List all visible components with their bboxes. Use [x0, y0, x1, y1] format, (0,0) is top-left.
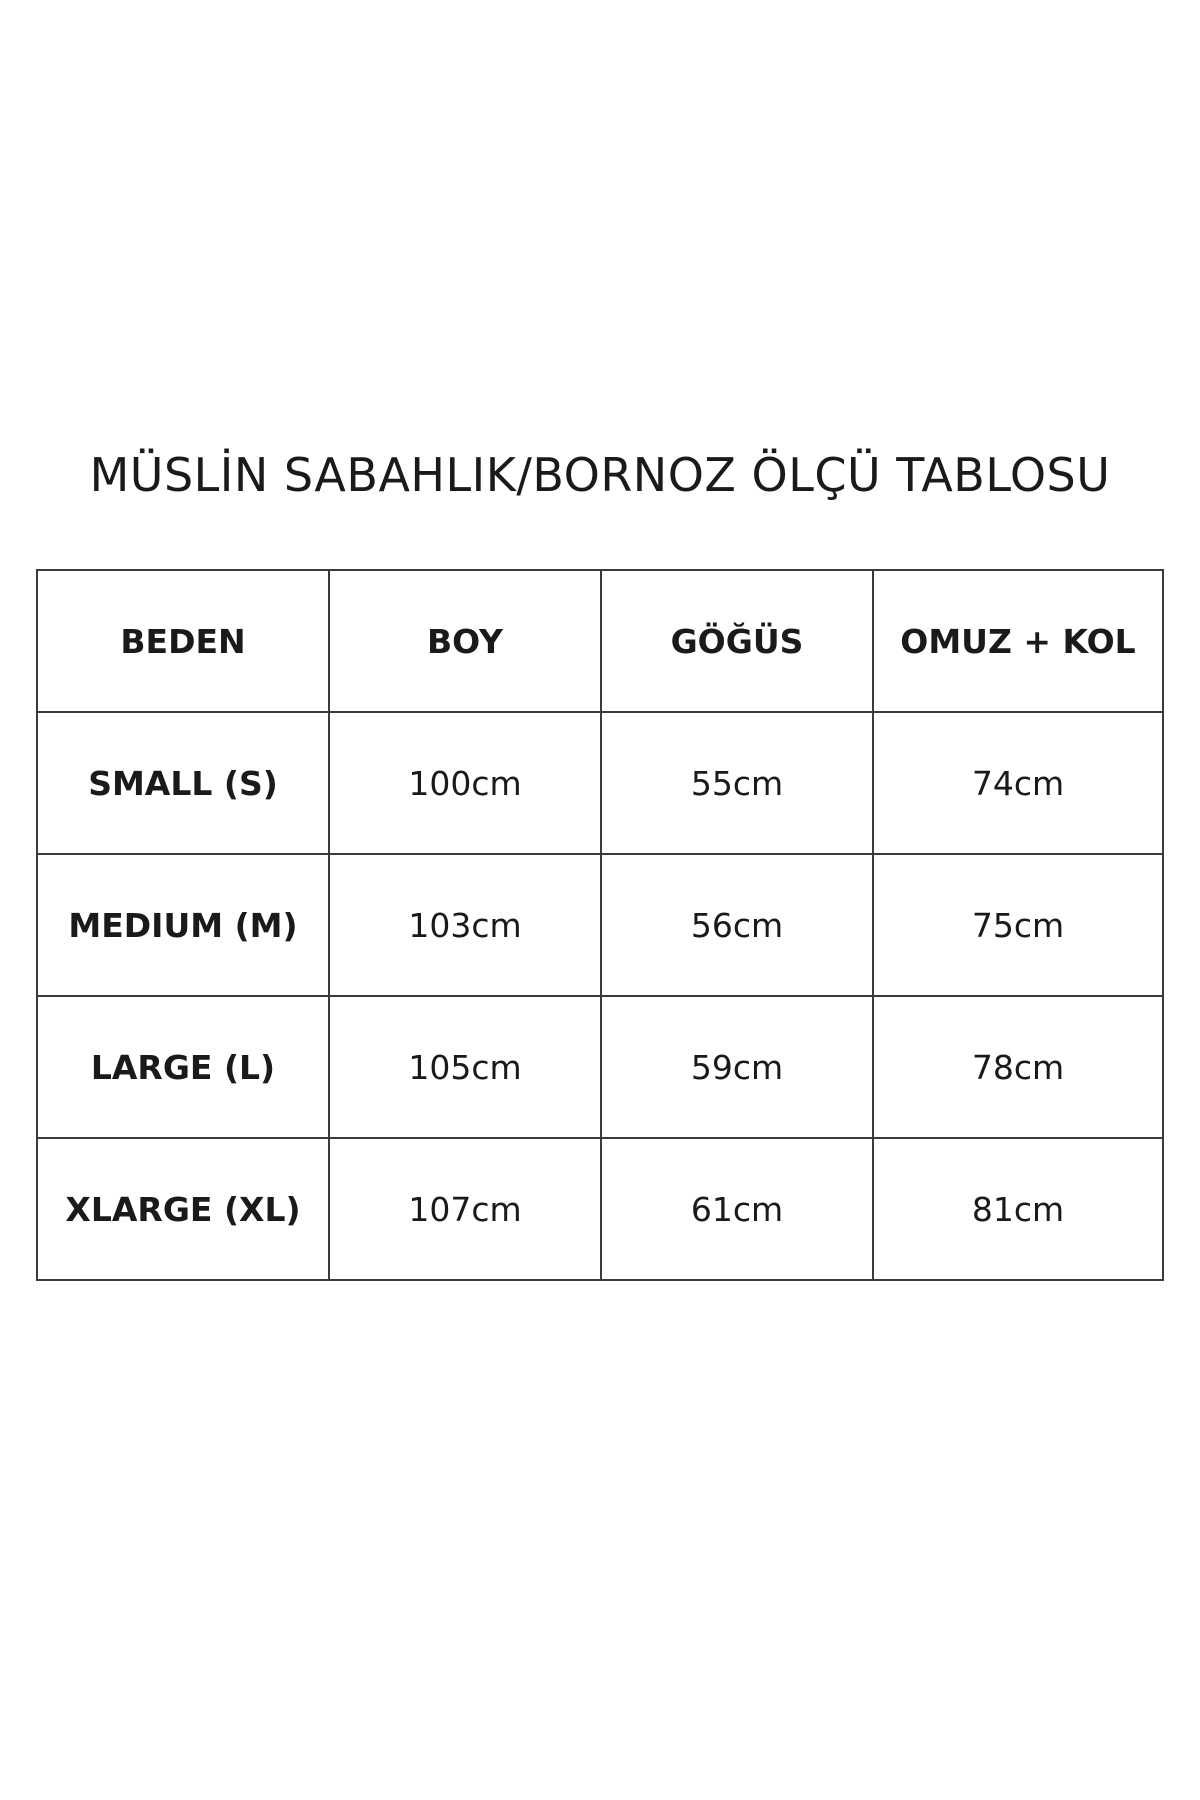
omuz-kol-cell: 75cm — [873, 854, 1163, 996]
boy-cell: 103cm — [329, 854, 601, 996]
header-cell-omuz-kol: OMUZ + KOL — [873, 570, 1163, 712]
table-row — [37, 712, 1163, 854]
table-row — [37, 1138, 1163, 1280]
gogus-cell: 56cm — [601, 854, 873, 996]
boy-cell: 105cm — [329, 996, 601, 1138]
header-cell-gogus: GÖĞÜS — [601, 570, 873, 712]
page-title: MÜSLİN SABAHLIK/BORNOZ ÖLÇÜ TABLOSU — [89, 448, 1111, 502]
table-row — [37, 996, 1163, 1138]
header-cell-beden: BEDEN — [37, 570, 329, 712]
size-chart-table — [36, 569, 1164, 1281]
gogus-cell: 55cm — [601, 712, 873, 854]
omuz-kol-cell: 81cm — [873, 1138, 1163, 1280]
header-cell-boy: BOY — [329, 570, 601, 712]
gogus-cell: 59cm — [601, 996, 873, 1138]
size-cell: XLARGE (XL) — [37, 1138, 329, 1280]
size-cell: SMALL (S) — [37, 712, 329, 854]
table-row — [37, 854, 1163, 996]
boy-cell: 100cm — [329, 712, 601, 854]
table-header-row — [37, 570, 1163, 712]
omuz-kol-cell: 78cm — [873, 996, 1163, 1138]
size-cell: MEDIUM (M) — [37, 854, 329, 996]
boy-cell: 107cm — [329, 1138, 601, 1280]
gogus-cell: 61cm — [601, 1138, 873, 1280]
size-cell: LARGE (L) — [37, 996, 329, 1138]
omuz-kol-cell: 74cm — [873, 712, 1163, 854]
